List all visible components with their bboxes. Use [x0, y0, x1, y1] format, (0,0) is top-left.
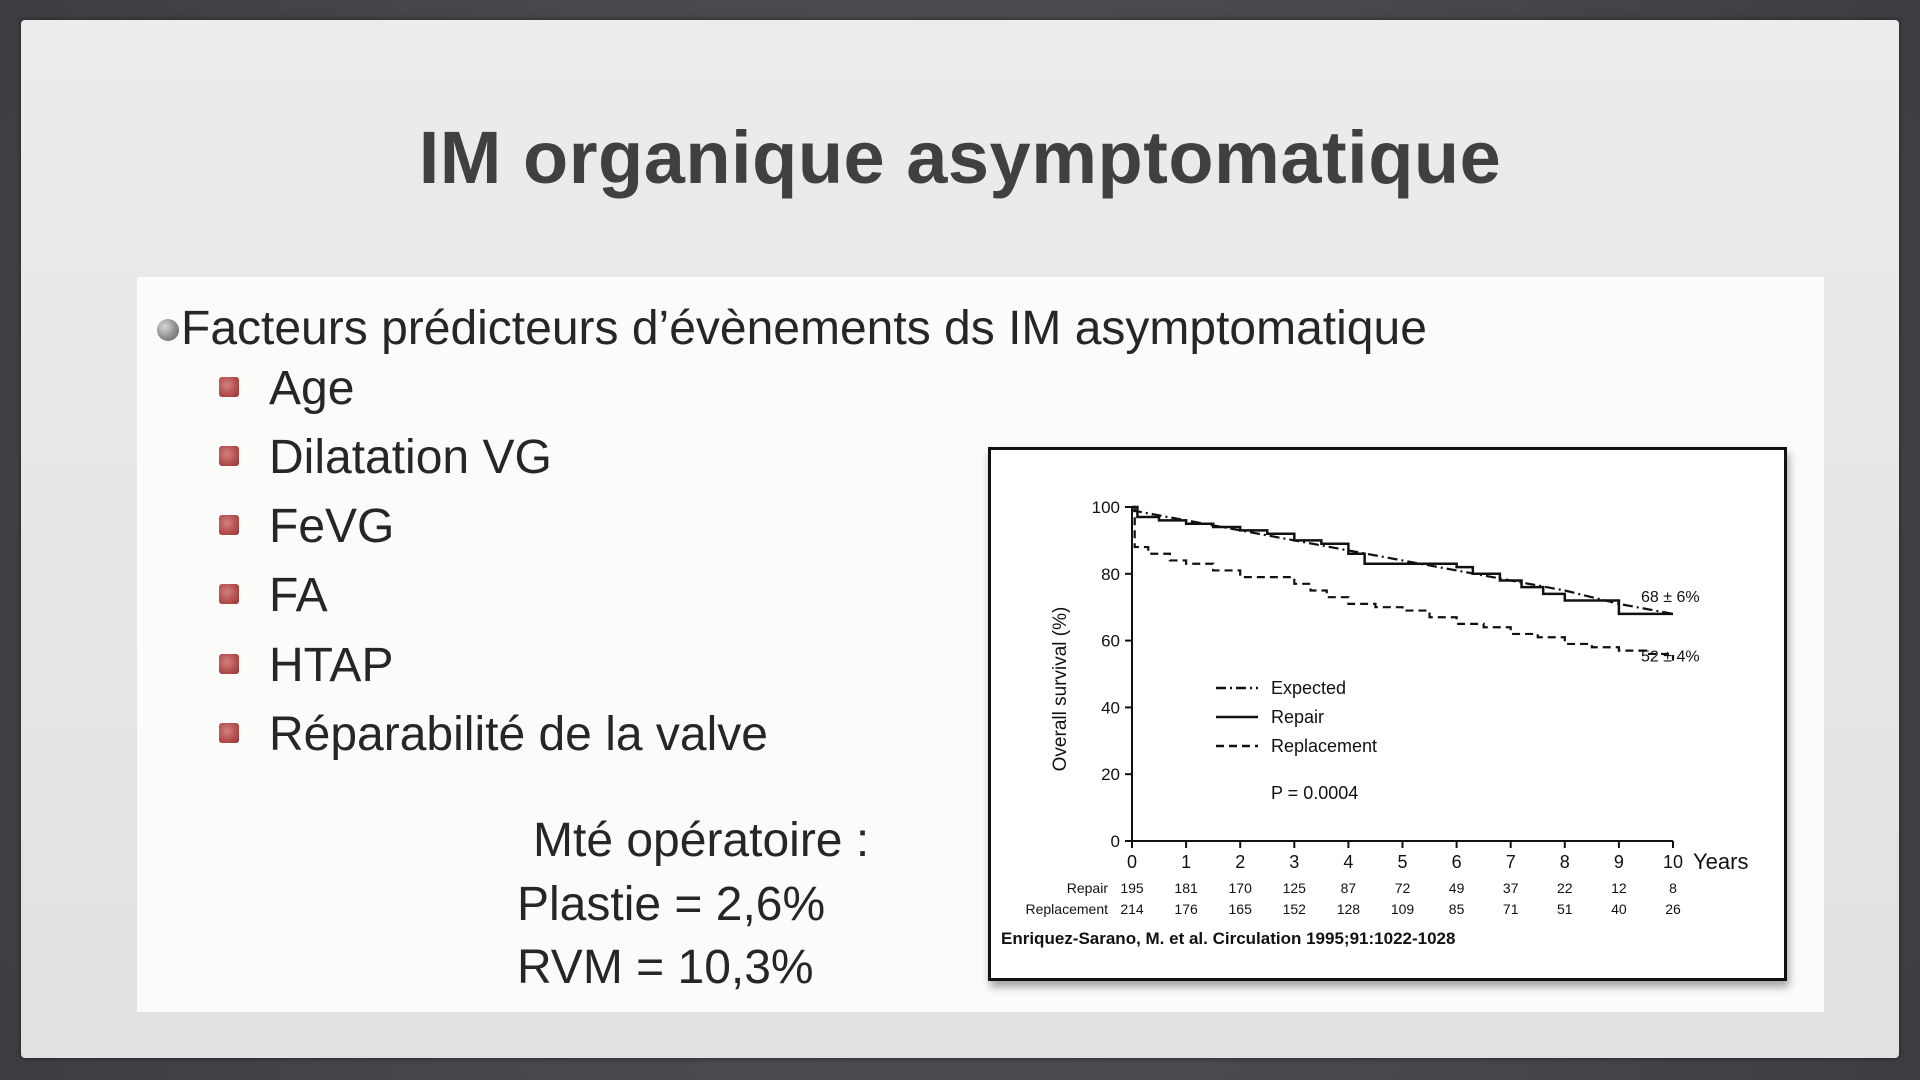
at-risk-value: 109	[1390, 901, 1415, 917]
x-tick-label: 6	[1451, 852, 1462, 872]
bullet-square-icon	[219, 584, 239, 604]
sub-bullet-item: Dilatation VG	[269, 431, 552, 484]
p-value-annotation: P = 0.0004	[1271, 783, 1359, 803]
bullet-square-icon	[219, 515, 239, 535]
at-risk-value: 26	[1665, 901, 1681, 917]
x-tick-label: 10	[1662, 852, 1684, 872]
y-tick-label: 100	[1091, 498, 1120, 517]
chart-citation: Enriquez-Sarano, M. et al. Circulation 1995;91:1022-1028	[1001, 929, 1456, 948]
x-tick-label: 9	[1613, 852, 1624, 872]
at-risk-value: 87	[1340, 880, 1357, 896]
sub-bullet-item: HTAP	[269, 639, 394, 692]
at-risk-value: 12	[1611, 880, 1627, 896]
at-risk-value: 214	[1120, 901, 1144, 917]
x-tick-label: 2	[1235, 852, 1246, 872]
x-tick-label: 8	[1559, 852, 1570, 872]
bullet-square-icon	[219, 654, 239, 674]
main-bullet: Facteurs prédicteurs d’évènements ds IM asymptomatique	[181, 302, 1427, 355]
series-line-replacement	[1132, 507, 1673, 661]
at-risk-value: 85	[1448, 901, 1465, 917]
y-tick-label: 0	[1110, 832, 1120, 851]
at-risk-value: 71	[1502, 901, 1519, 917]
mortality-rvm: RVM = 10,3%	[517, 941, 814, 994]
at-risk-value: 152	[1282, 901, 1306, 917]
at-risk-row-label: Replacement	[1025, 901, 1108, 917]
x-tick-label: 0	[1126, 852, 1138, 872]
legend-label: Replacement	[1271, 736, 1378, 756]
survival-chart-figure	[988, 447, 1787, 981]
at-risk-value: 170	[1228, 880, 1252, 896]
at-risk-value: 128	[1336, 901, 1361, 917]
at-risk-value: 8	[1669, 880, 1677, 896]
x-axis-label: Years	[1693, 849, 1749, 874]
at-risk-value: 125	[1282, 880, 1306, 896]
x-tick-label: 1	[1181, 852, 1192, 872]
at-risk-value: 181	[1174, 880, 1198, 896]
legend-label: Repair	[1271, 707, 1325, 727]
slide	[21, 20, 1899, 1058]
sub-bullet-item: FA	[269, 569, 328, 622]
slide-title: IM organique asymptomatique	[418, 116, 1502, 199]
at-risk-value: 40	[1611, 901, 1627, 917]
bullet-square-icon	[219, 446, 239, 466]
at-risk-value: 72	[1394, 880, 1411, 896]
legend-label: Expected	[1271, 678, 1347, 698]
sub-bullet-item: Age	[269, 362, 355, 415]
y-tick-label: 40	[1101, 698, 1120, 718]
y-axis-label: Overall survival (%)	[1050, 606, 1071, 772]
at-risk-value: 165	[1228, 901, 1252, 917]
at-risk-value: 195	[1120, 880, 1144, 896]
bullet-square-icon	[219, 377, 239, 397]
mortality-plastie: Plastie = 2,6%	[517, 878, 826, 931]
at-risk-value: 51	[1557, 901, 1573, 917]
y-tick-label: 80	[1101, 564, 1120, 584]
at-risk-value: 22	[1557, 880, 1573, 896]
at-risk-value: 176	[1174, 901, 1198, 917]
survival-chart	[991, 450, 1778, 972]
at-risk-row-label: Repair	[1066, 880, 1108, 896]
annotation-repair: 68 ± 6%	[1641, 588, 1700, 606]
mortality-heading: Mté opératoire :	[533, 814, 870, 867]
x-tick-label: 4	[1343, 852, 1354, 872]
sub-bullet-item: FeVG	[269, 500, 395, 553]
bullet-square-icon	[219, 723, 239, 743]
y-tick-label: 60	[1101, 631, 1120, 651]
at-risk-value: 49	[1448, 880, 1465, 896]
annotation-replacement: 52 ± 4%	[1641, 648, 1700, 666]
x-tick-label: 5	[1397, 852, 1408, 872]
at-risk-value: 37	[1502, 880, 1519, 896]
sub-bullet-item: Réparabilité de la valve	[269, 708, 768, 761]
y-tick-label: 20	[1101, 765, 1120, 785]
x-tick-label: 7	[1505, 852, 1516, 872]
x-tick-label: 3	[1289, 852, 1300, 872]
bullet-dot-icon	[157, 319, 179, 341]
